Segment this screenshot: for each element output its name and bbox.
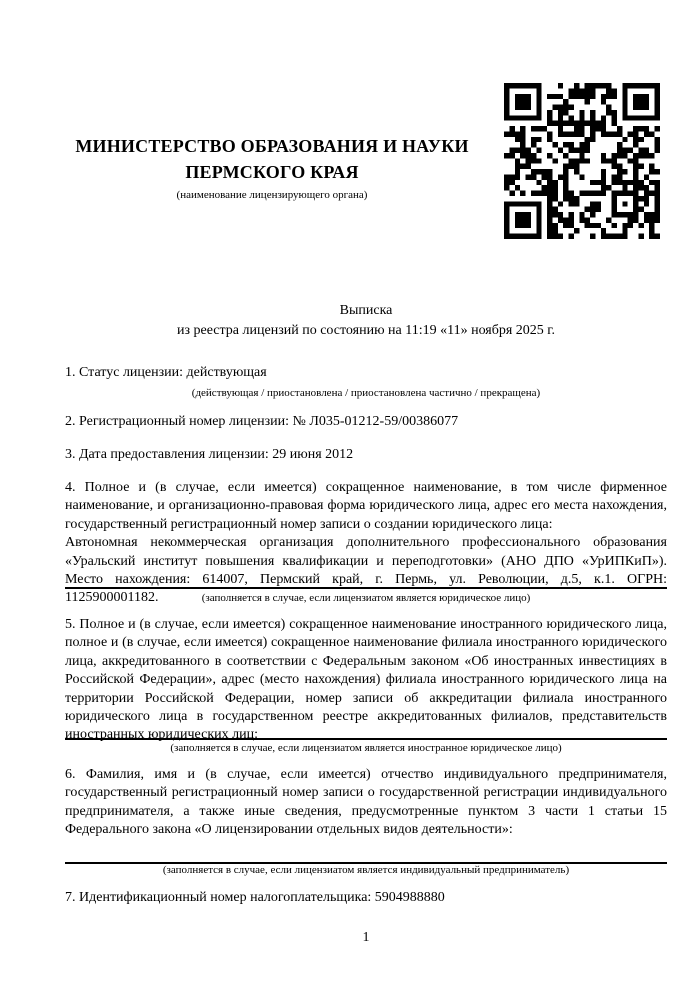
qr-code-icon	[504, 83, 660, 239]
entrepreneur-caption: (заполняется в случае, если лицензиатом является индивидуальный предприниматель)	[162, 864, 570, 876]
document-title-block	[65, 301, 667, 341]
registration-number-line: 2. Регистрационный номер лицензии: № Л035-01212-59/00386077	[65, 414, 459, 429]
qr-code-pattern	[504, 83, 660, 239]
legal-entity-value: Автономная некоммерческая организация дополнительного профессионального образования «Уральский институт повышения квалификации и переподготовки» (АНО ДПО «УрИПКиП»). Место нахождения: 614007, Пермский край, г. Пермь, ул. Революции, д.5, к.1. ОГРН: 1125900001182.	[65, 535, 667, 606]
foreign-entity-caption: (заполняется в случае, если лицензиатом является иностранное юридическое лицо)	[170, 742, 562, 754]
ministry-name-line2: ПЕРМСКОГО КРАЯ	[185, 162, 359, 182]
ministry-header	[75, 133, 468, 203]
licensing-authority-caption: (наименование лицензирующего органа)	[176, 189, 368, 201]
grant-date-line: 3. Дата предоставления лицензии: 29 июня 2012	[65, 447, 354, 462]
page-number: 1	[362, 930, 370, 945]
inn-line: 7. Идентификационный номер налогоплательщика: 5904988880	[65, 890, 445, 905]
license-status-line: 1. Статус лицензии: действующая	[65, 365, 267, 380]
legal-entity-question: 4. Полное и (в случае, если имеется) сокращенное наименование, в том числе фирменное наименование, и организационно-правовая форма юридического лица, адрес его места нахождения, государственный регистрационный номер записи о создании юридического лица:	[65, 480, 667, 532]
status-options-caption: (действующая / приостановлена / приостановлена частично / прекращена)	[191, 387, 541, 399]
entrepreneur-question: 6. Фамилия, имя и (в случае, если имеется) отчество индивидуального предпринимателя, государственный регистрационный номер записи о государственной регистрации индивидуального предпринимателя, а также иные сведения, предусмотренные пунктом 3 части 1 статьи 15 Федерального закона «О лицензировании отдельных видов деятельности»:	[65, 767, 667, 838]
ministry-name-line1: МИНИСТЕРСТВО ОБРАЗОВАНИЯ И НАУКИ	[75, 136, 469, 156]
foreign-entity-question: 5. Полное и (в случае, если имеется) сокращенное наименование иностранного юридического лица, полное и (в случае, если имеется) сокращенное наименование филиала иностранного юридического лица, аккредитованного в соответствии с Федеральным законом «Об иностранных инвестициях в Российской Федерации», адрес (место нахождения) филиала иностранного юридического лица на территории Российской Федерации, номер записи об аккредитации филиала иностранного юридического лица в государственном реестре аккредитованных филиалов, представительств иностранных юридических лиц:	[65, 617, 667, 743]
foreign-entity-fill-rule	[65, 738, 667, 740]
legal-entity-caption: (заполняется в случае, если лицензиатом является юридическое лицо)	[201, 592, 531, 604]
legal-entity-fill-rule	[65, 587, 667, 589]
document-subtitle: из реестра лицензий по состоянию на 11:19 «11» ноября 2025 г.	[177, 323, 555, 338]
document-title: Выписка	[339, 303, 393, 318]
